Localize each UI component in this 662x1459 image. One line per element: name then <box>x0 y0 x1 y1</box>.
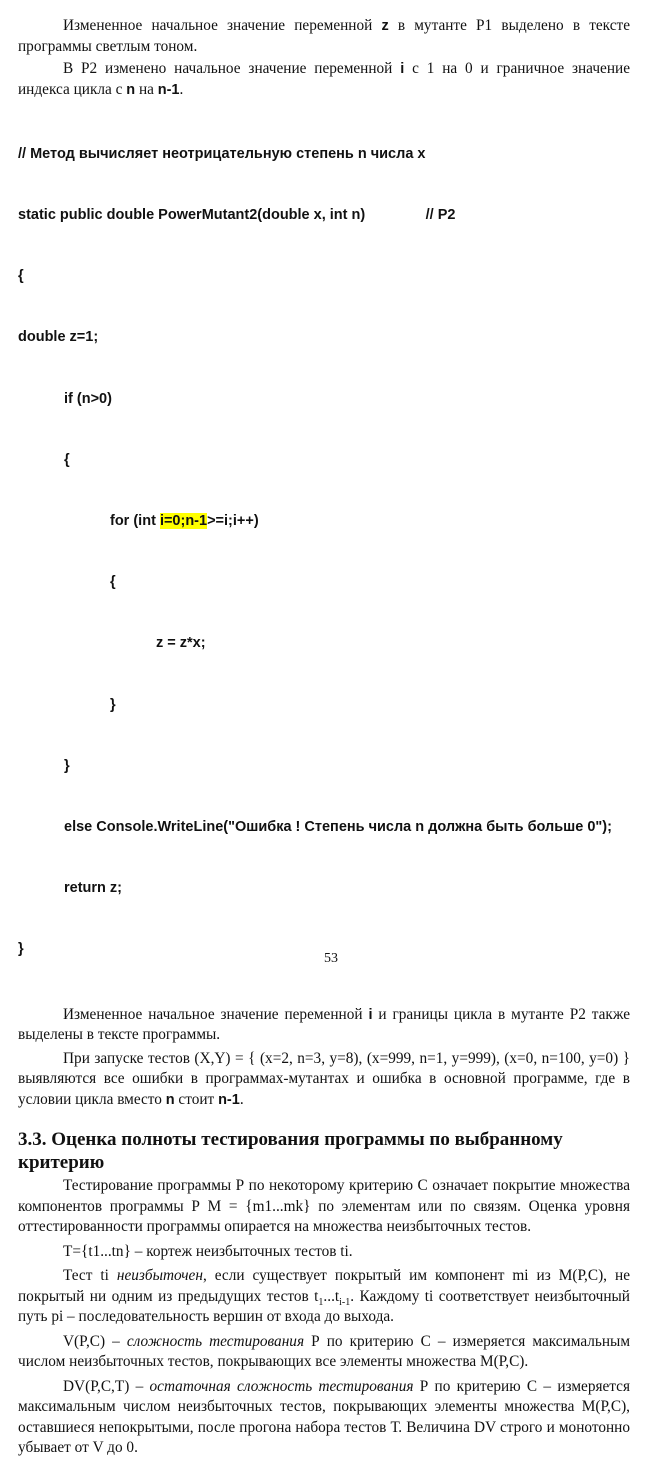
text: , если существует покрытый им компонент mi из М(Р,С), не покрытый ни одним из предыдущих тестов t <box>18 1267 630 1305</box>
code-line: { <box>64 451 70 468</box>
code-line: } <box>18 941 24 958</box>
text: Тест ti <box>63 1267 117 1285</box>
text: . <box>179 80 184 98</box>
code-line: } <box>64 757 70 774</box>
paragraph-nonredundant <box>18 1266 630 1328</box>
var-n: n <box>165 1091 175 1108</box>
paragraph-tests <box>18 1049 630 1111</box>
code-line: if (n>0) <box>64 390 112 407</box>
text: В Р2 изменено начальное значение переменной <box>63 60 401 77</box>
var-z: z <box>381 18 389 34</box>
text: DV(P,C,T) – <box>63 1377 150 1395</box>
text: . Каждому ti соответствует неизбыточный путь pi – последовательность вершин от входа до выхода. <box>18 1287 630 1326</box>
section-heading: 3.3. Оценка полноты тестирования программы по выбранному критерию <box>18 1129 563 1174</box>
text: и границы цикла в мутанте Р2 также выделены в тексте программы. <box>18 1005 631 1044</box>
text: . <box>239 1090 244 1108</box>
subscript: 1 <box>318 1296 324 1308</box>
code-text: for (int <box>110 513 160 530</box>
paragraph-mutant-p1 <box>18 16 630 57</box>
page-number: 53 <box>324 951 338 966</box>
var-n: n <box>126 81 136 98</box>
expr-n-1: n-1 <box>157 81 180 98</box>
text: в мутанте Р1 выделено в тексте программы светлым тоном. <box>18 17 630 55</box>
code-line-comment: // Метод вычисляет неотрицательную степень n числа x <box>18 145 426 162</box>
code-line: return z; <box>64 880 122 897</box>
text: Р по критерию С – измеряется максимальным числом неизбыточных тестов, покрывающих все элементы множества М(Р,С). <box>18 1332 631 1371</box>
text: Измененное начальное значение переменной <box>63 1005 369 1023</box>
code-line: } <box>110 696 116 713</box>
text: V(P,C) – <box>63 1332 127 1350</box>
highlighted-mutation: i=0;n-1 <box>159 513 208 530</box>
var-i: i <box>368 1006 373 1023</box>
term-italic: сложность тестирования <box>126 1332 305 1350</box>
code-text: >=i;i++) <box>207 513 259 530</box>
code-line-for <box>18 511 630 531</box>
code-listing <box>18 103 630 1001</box>
text: Измененное начальное значение переменной <box>63 17 382 34</box>
code-line: { <box>110 574 116 591</box>
paragraph-complexity <box>18 1332 630 1373</box>
code-line: double z=1; <box>18 329 99 346</box>
term-italic: остаточная сложность тестирования <box>149 1377 414 1395</box>
page-body <box>18 0 630 1459</box>
text: Р по критерию С – измеряется максимальным числом неизбыточных тестов, покрывающих элементы множества М(Р,С), оставшиеся непокрытыми, после прогона набора тестов Т. Величина DV строго и монотонно убывает от V до 0. <box>18 1377 630 1457</box>
text: на <box>135 80 158 98</box>
var-i: i <box>400 61 405 77</box>
paragraph-coverage: Тестирование программы Р по некоторому критерию С означает покрытие множества компонентов программы Р М = {m1...mk} по элементам или по связям. Оценка уровня оттестированности программы опирается на множества неизбыточных тестов. <box>18 1177 630 1236</box>
text: с 1 на 0 и граничное значение индекса цикла с <box>18 60 630 98</box>
text: ...t <box>323 1287 340 1305</box>
paragraph-residual <box>18 1377 630 1459</box>
expr-n-1: n-1 <box>218 1091 240 1108</box>
subscript: i-1 <box>339 1296 351 1308</box>
text: стоит <box>174 1090 219 1108</box>
code-line: { <box>18 268 24 285</box>
code-line: z = z*x; <box>156 635 206 652</box>
paragraph-mutant-p2 <box>18 59 630 100</box>
code-line: else Console.WriteLine("Ошибка ! Степень числа n должна быть больше 0"); <box>64 819 612 836</box>
code-line-signature: static public double PowerMutant2(double x, int n) // P2 <box>18 207 456 224</box>
paragraph-mutant-p2-note <box>18 1005 630 1046</box>
text: При запуске тестов (X,Y) = { (x=2, n=3, y=8), (x=999, n=1, y=999), (x=0, n=100, y=0) } выявляются все ошибки в программах-мутантах и ошибка в основной программе, где в условии цикла вместо <box>18 1049 630 1108</box>
term-italic: неизбыточен <box>116 1267 203 1285</box>
paragraph-tuple: T={t1...tn} – кортеж неизбыточных тестов ti. <box>63 1242 353 1260</box>
